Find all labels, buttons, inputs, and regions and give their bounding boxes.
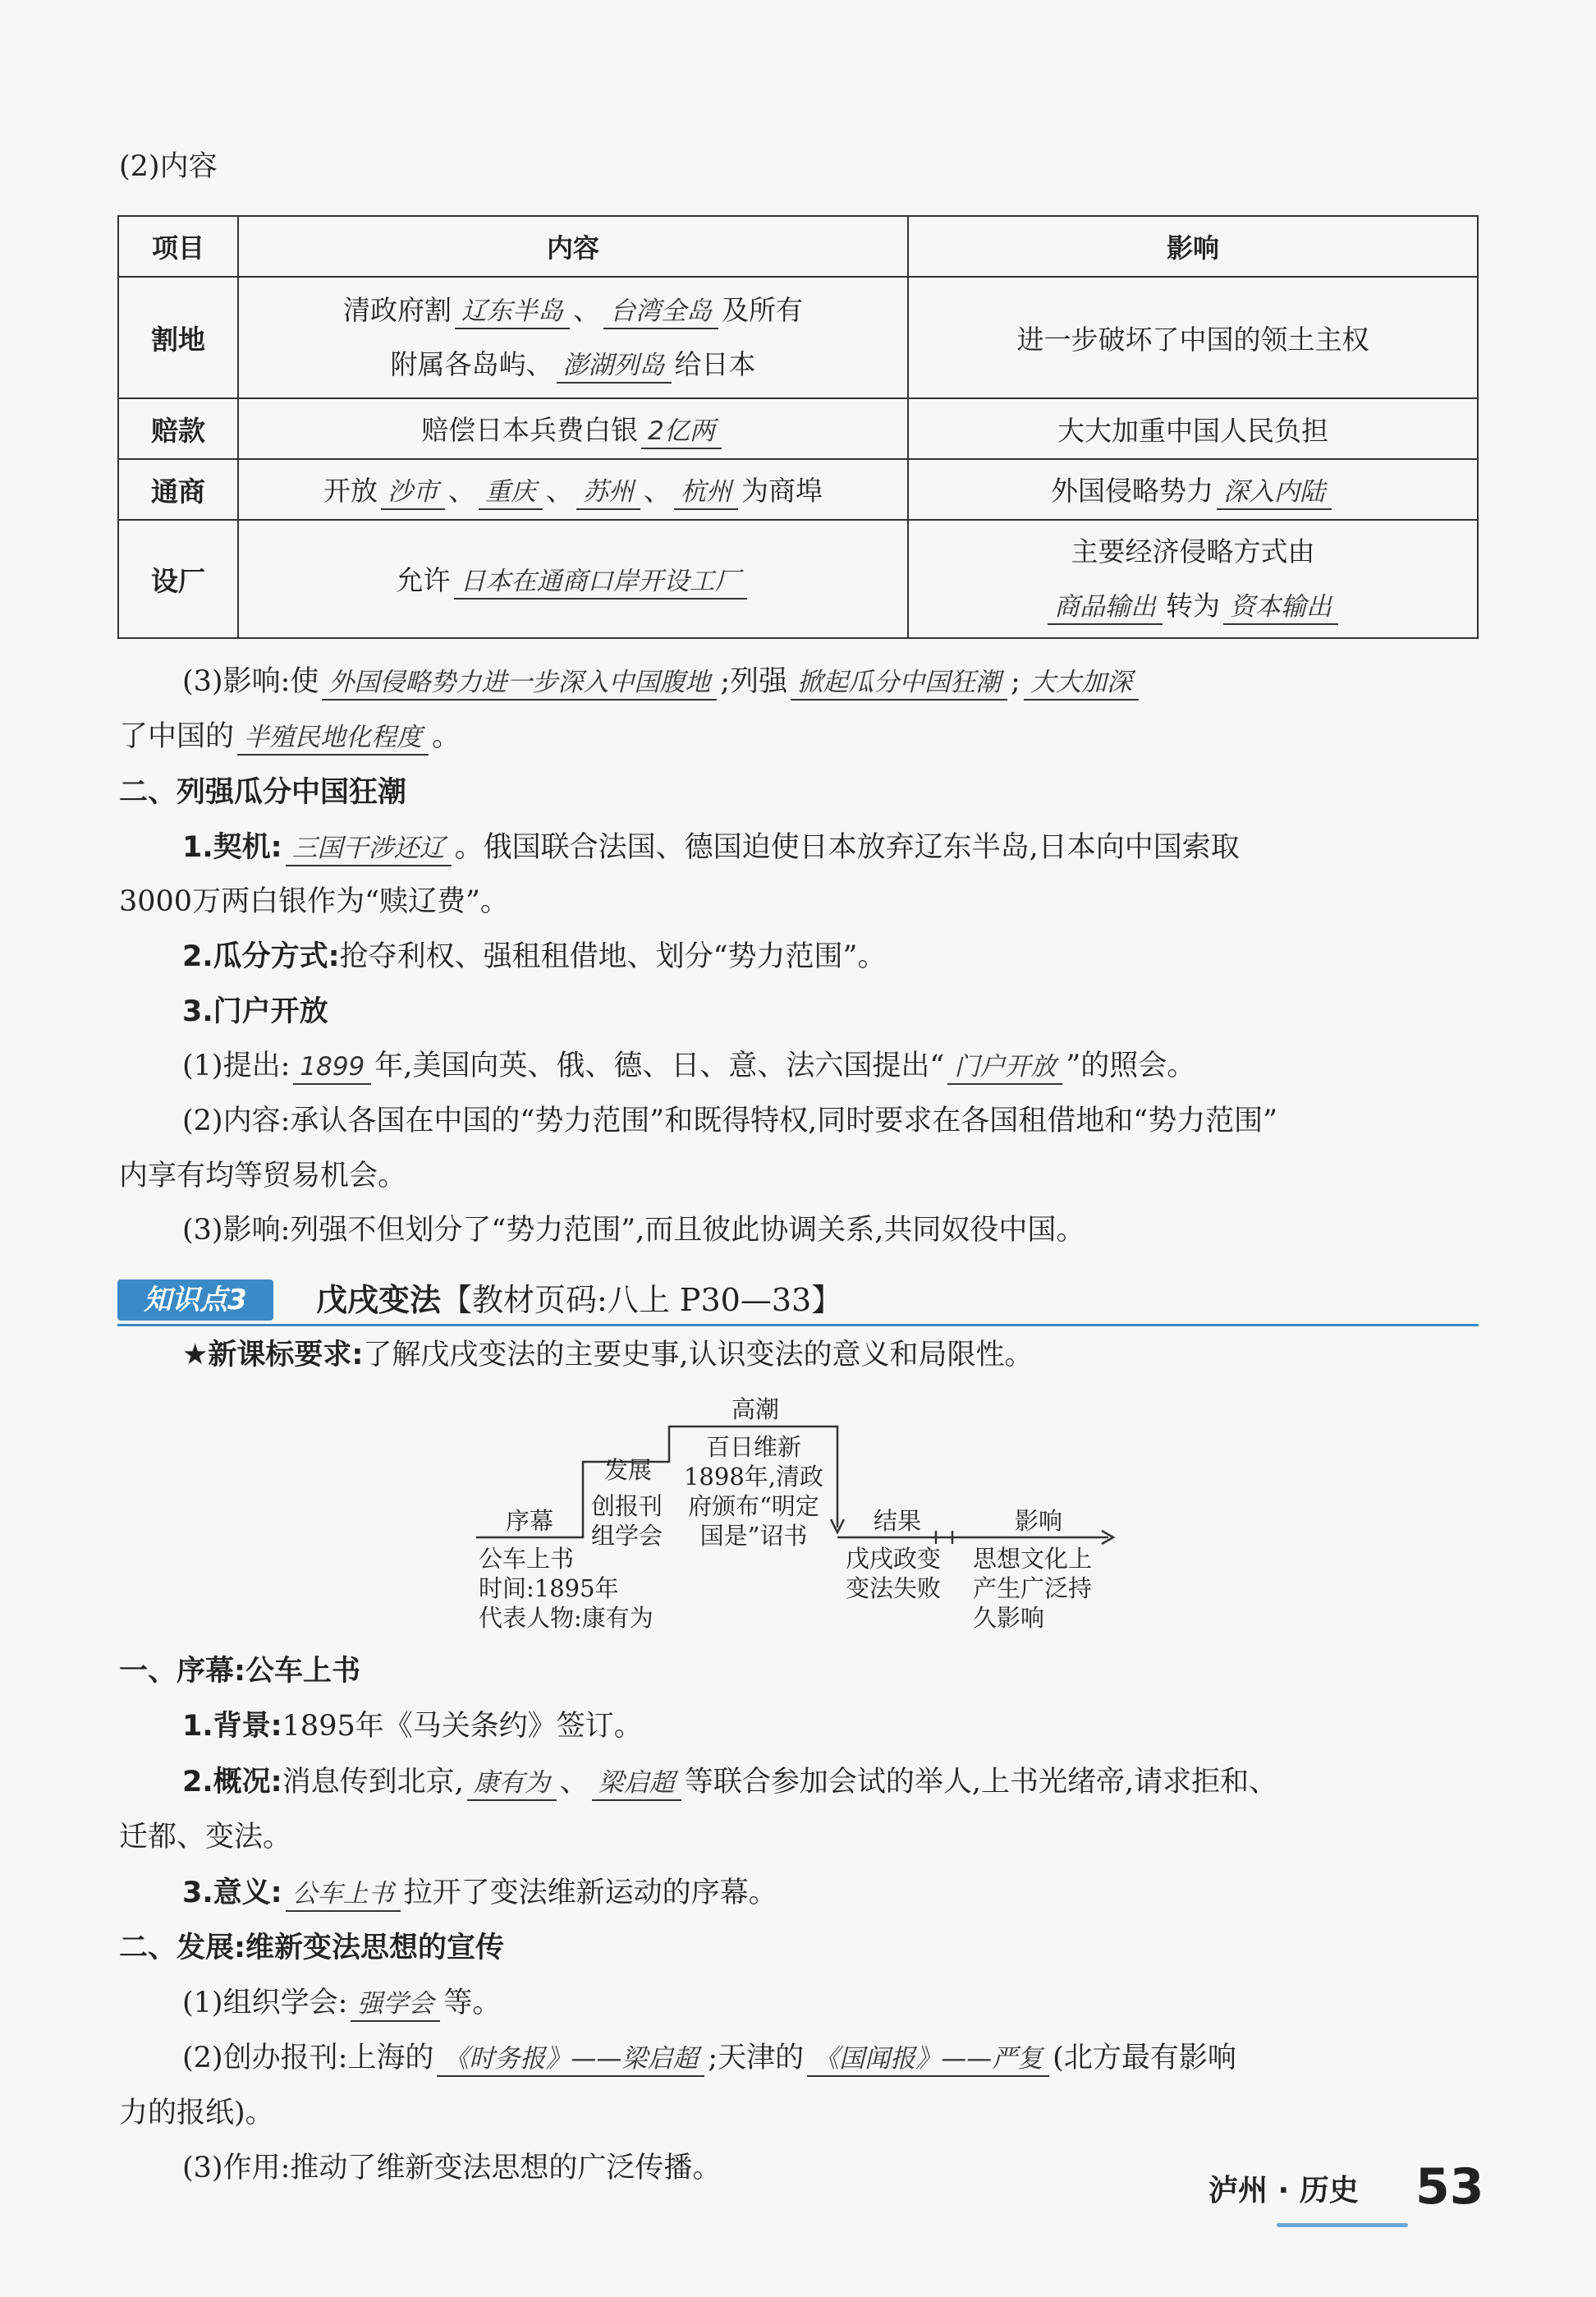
- answer-blank: 门户开放: [947, 1050, 1062, 1085]
- cell-text: 赔偿日本兵费白银: [421, 413, 639, 446]
- paragraph: (3)影响:列强不但划分了“势力范围”,而且彼此协调关系,共同奴役中国。: [182, 1214, 1085, 1247]
- answer-blank: 梁启超: [592, 1766, 681, 1801]
- text: ;天津的: [708, 2042, 805, 2074]
- footer-rule: [1277, 2223, 1408, 2227]
- answer-blank: 三国干涉还辽: [286, 832, 452, 866]
- answer-blank: 外国侵略势力进一步深入中国腹地: [322, 666, 717, 701]
- diagram-text: 思想文化上: [973, 1545, 1093, 1573]
- text: (2)创办报刊:上海的: [182, 2042, 434, 2074]
- text: 了中国的: [119, 720, 235, 753]
- cell-text: 给日本: [674, 348, 756, 380]
- cell-text: 为商埠: [741, 474, 823, 507]
- subsection-title: 3.门户开放: [182, 995, 328, 1028]
- section-title: 二、列强瓜分中国狂潮: [119, 776, 407, 809]
- paragraph: [182, 1762, 1541, 1803]
- cell-text: 开放: [323, 474, 378, 507]
- item-label: 2.瓜分方式:: [182, 940, 340, 973]
- text: 1895年《马关条约》签订。: [282, 1710, 643, 1743]
- text: 等联合参加会试的举人,上书光绪帝,请求拒和、: [684, 1766, 1278, 1799]
- diagram-text: 1898年,清政: [683, 1463, 824, 1491]
- text: ;列强: [720, 665, 788, 698]
- paragraph: (3)作用:推动了维新变法思想的广泛传播。: [182, 2152, 722, 2184]
- section-heading: (2)内容: [119, 150, 218, 183]
- section-title: 二、发展:维新变法思想的宣传: [119, 1932, 504, 1964]
- answer-blank: 辽东半岛: [455, 295, 570, 329]
- answer-blank: 日本在通商口岸开设工厂: [454, 565, 747, 600]
- text: 、: [559, 1766, 589, 1799]
- paragraph: 3000万两白银作为“赎辽费”。: [119, 885, 509, 918]
- answer-blank: 资本输出: [1223, 590, 1338, 625]
- paragraph: [182, 1872, 1541, 1913]
- paragraph: [182, 1706, 1541, 1747]
- label-fazhan: 发展: [603, 1456, 653, 1484]
- paragraph: 力的报纸)。: [119, 2097, 274, 2129]
- cell-text: 转为: [1166, 590, 1220, 622]
- column-header: 影响: [908, 216, 1478, 277]
- answer-blank: 半殖民地化程度: [237, 721, 429, 756]
- row-label: 设厂: [118, 520, 238, 638]
- title-text: 戊戌变法: [316, 1282, 442, 1318]
- diagram-text: 府颁布“明定: [688, 1492, 819, 1520]
- text: 拉开了变法维新运动的序幕。: [403, 1877, 777, 1909]
- answer-blank: 掀起瓜分中国狂潮: [791, 666, 1007, 701]
- text: 消息传到北京,: [282, 1766, 464, 1799]
- text: ”的照会。: [1066, 1050, 1196, 1082]
- knowledge-point-badge: 知识点3: [117, 1279, 273, 1321]
- answer-blank: 沙市: [381, 475, 445, 510]
- paragraph: 迁都、变法。: [119, 1821, 292, 1854]
- answer-blank: 强学会: [351, 1987, 440, 2022]
- answer-blank: 澎湖列岛: [557, 349, 672, 384]
- text: (1)组织学会:: [182, 1987, 348, 2019]
- answer-blank: 台湾全岛: [603, 295, 718, 329]
- footer-label: 泸州 · 历史: [1208, 2174, 1359, 2207]
- cell-text: 、: [448, 474, 475, 507]
- answer-blank: 1899: [293, 1050, 371, 1085]
- diagram-text: 国是”诏书: [699, 1522, 808, 1550]
- item-label: 2.概况:: [182, 1766, 282, 1799]
- text: 年,美国向英、俄、德、日、意、法六国提出“: [374, 1050, 945, 1082]
- text: (3)影响:使: [182, 665, 319, 698]
- diagram-text: 产生广泛持: [973, 1574, 1093, 1602]
- answer-blank: 2亿两: [641, 415, 722, 449]
- text: 等。: [443, 1987, 502, 2019]
- item-label: 1.背景:: [182, 1710, 282, 1743]
- cell-text: 附属各岛屿、: [390, 348, 553, 380]
- label-gaochao: 高潮: [731, 1395, 780, 1423]
- text: ;: [1011, 665, 1020, 698]
- text: 。: [432, 720, 461, 753]
- diagram-text: 戊戌政变: [846, 1545, 942, 1573]
- answer-blank: 康有为: [467, 1766, 557, 1801]
- row-label: 通商: [118, 459, 238, 520]
- table-cell: 进一步破坏了中国的领土主权: [908, 277, 1478, 398]
- text: 抢夺利权、强租租借地、划分“势力范围”。: [339, 940, 887, 973]
- answer-blank: 商品输出: [1048, 590, 1163, 625]
- cell-text: 允许: [396, 563, 451, 596]
- answer-blank: 公车上书: [286, 1877, 401, 1912]
- paragraph: [182, 2037, 1541, 2079]
- textbook-ref: 【教材页码:八上 P30—33】: [441, 1282, 843, 1318]
- row-label: 割地: [118, 277, 238, 398]
- answer-blank: 大大加深: [1024, 666, 1139, 701]
- cell-text: 、: [546, 474, 573, 507]
- paragraph: (2)内容:承认各国在中国的“势力范围”和既得特权,同时要求在各国租借地和“势力范围”: [182, 1105, 1278, 1137]
- cell-text: 清政府割: [343, 294, 452, 326]
- row-label: 赔款: [118, 398, 238, 459]
- diagram-text: 变法失败: [846, 1574, 942, 1602]
- column-header: 内容: [238, 216, 908, 277]
- cell-text: 、: [573, 294, 600, 326]
- cell-text: 外国侵略势力: [1051, 474, 1213, 507]
- answer-blank: 重庆: [479, 475, 543, 510]
- diagram-text: 时间:1895年: [479, 1574, 619, 1602]
- diagram-text: 久影响: [973, 1604, 1045, 1632]
- column-header: 项目: [118, 216, 238, 277]
- page-number: 53: [1415, 2158, 1484, 2216]
- text: (北方最有影响: [1053, 2042, 1236, 2074]
- section-title: 一、序幕:公车上书: [119, 1655, 360, 1688]
- answer-blank: 《国闻报》——严复: [807, 2042, 1049, 2077]
- item-label: 3.意义:: [182, 1877, 282, 1909]
- label-yingxiang: 影响: [1014, 1507, 1063, 1535]
- table-cell: 大大加重中国人民负担: [908, 398, 1478, 459]
- cell-text: 主要经济侵略方式由: [1071, 535, 1315, 567]
- diagram-text: 公车上书: [479, 1545, 575, 1573]
- diagram-text: 代表人物:康有为: [479, 1604, 654, 1632]
- cell-text: 、: [644, 474, 671, 507]
- answer-blank: 《时务报》——梁启超: [437, 2042, 704, 2077]
- text: (1)提出:: [182, 1050, 291, 1082]
- answer-blank: 苏州: [576, 475, 640, 510]
- paragraph: [182, 1982, 1541, 2024]
- diagram-text: 创报刊: [591, 1492, 663, 1520]
- label-xumu: 序幕: [505, 1507, 554, 1535]
- diagram-text: 百日维新: [705, 1433, 802, 1461]
- answer-blank: 深入内陆: [1217, 475, 1332, 510]
- cell-text: 及所有: [722, 294, 803, 326]
- item-label: 1.契机:: [182, 831, 282, 864]
- text: 。俄国联合法国、德国迫使日本放弃辽东半岛,日本向中国索取: [454, 831, 1240, 864]
- label-jieguo: 结果: [873, 1507, 922, 1535]
- diagram-text: 组学会: [591, 1522, 663, 1550]
- requirement-label: ★新课标要求:: [182, 1339, 364, 1371]
- paragraph: 内享有均等贸易机会。: [119, 1160, 407, 1192]
- answer-blank: 杭州: [674, 475, 738, 510]
- requirement-text: 了解戊戌变法的主要史事,认识变法的意义和局限性。: [363, 1339, 1034, 1371]
